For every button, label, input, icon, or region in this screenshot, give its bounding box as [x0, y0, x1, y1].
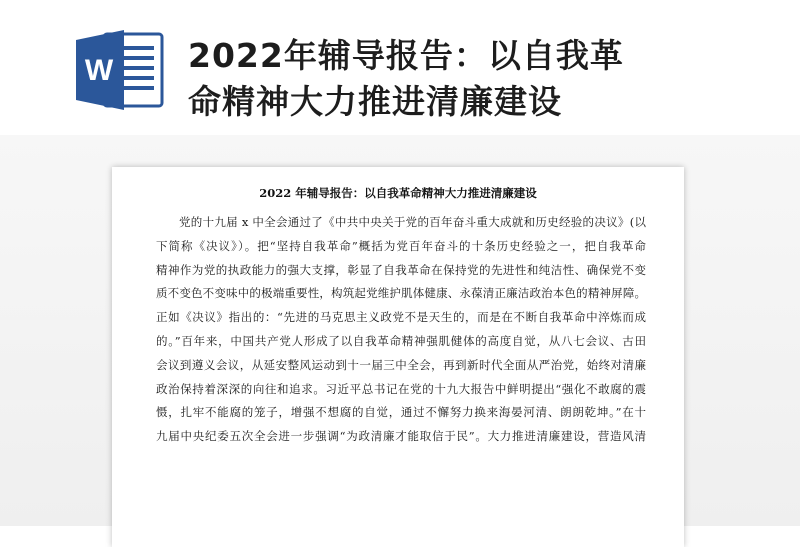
document-body: [156, 211, 646, 449]
body-line: 会议到遵义会议，从延安整风运动到十一届三中全会，再到新时代全面从严治党，始终对清廉: [156, 357, 646, 372]
word-document-icon: [72, 28, 164, 112]
document-page: [112, 167, 684, 547]
body-line: 质不变色不变味中的极端重要性，构筑起党维护肌体健康、永葆清正廉洁政治本色的精神屏障。: [156, 286, 646, 301]
body-line: 党的十九届 x 中全会通过了《中共中央关于党的百年奋斗重大成就和历史经验的决议》(以: [179, 215, 646, 229]
title-line-2: 命精神大力推进清廉建设: [188, 82, 562, 121]
body-line: 政治保持着深深的向往和追求。习近平总书记在党的十九大报告中鲜明提出“强化不敢腐的震: [156, 381, 646, 396]
body-line: 下简称《决议》）。把“坚持自我革命”概括为党百年奋斗的十条历史经验之一，把自我革命: [156, 238, 646, 253]
header-banner: [0, 0, 800, 135]
body-line: 精神作为党的执政能力的强大支撑，彰显了自我革命在保持党的先进性和纯洁性、确保党不变: [156, 262, 646, 277]
word-icon-letter: W: [84, 54, 114, 87]
document-title-banner: [188, 33, 748, 125]
body-line: 九届中央纪委五次全会进一步强调“为政清廉才能取信于民”。大力推进清廉建设，营造风清: [156, 429, 646, 444]
title-line-1: 2022年辅导报告：以自我革: [188, 36, 624, 75]
body-line: 正如《决议》指出的：“先进的马克思主义政党不是天生的，而是在不断自我革命中淬炼而成: [156, 310, 646, 325]
page-title: 2022 年辅导报告：以自我革命精神大力推进清廉建设: [259, 186, 537, 200]
body-line: 慑，扎牢不能腐的笼子，增强不想腐的自觉，通过不懈努力换来海晏河清、朗朗乾坤。”在十: [156, 405, 646, 420]
body-line: 的。”百年来，中国共产党人形成了以自我革命精神强肌健体的高度自觉，从八七会议、古田: [156, 333, 646, 348]
